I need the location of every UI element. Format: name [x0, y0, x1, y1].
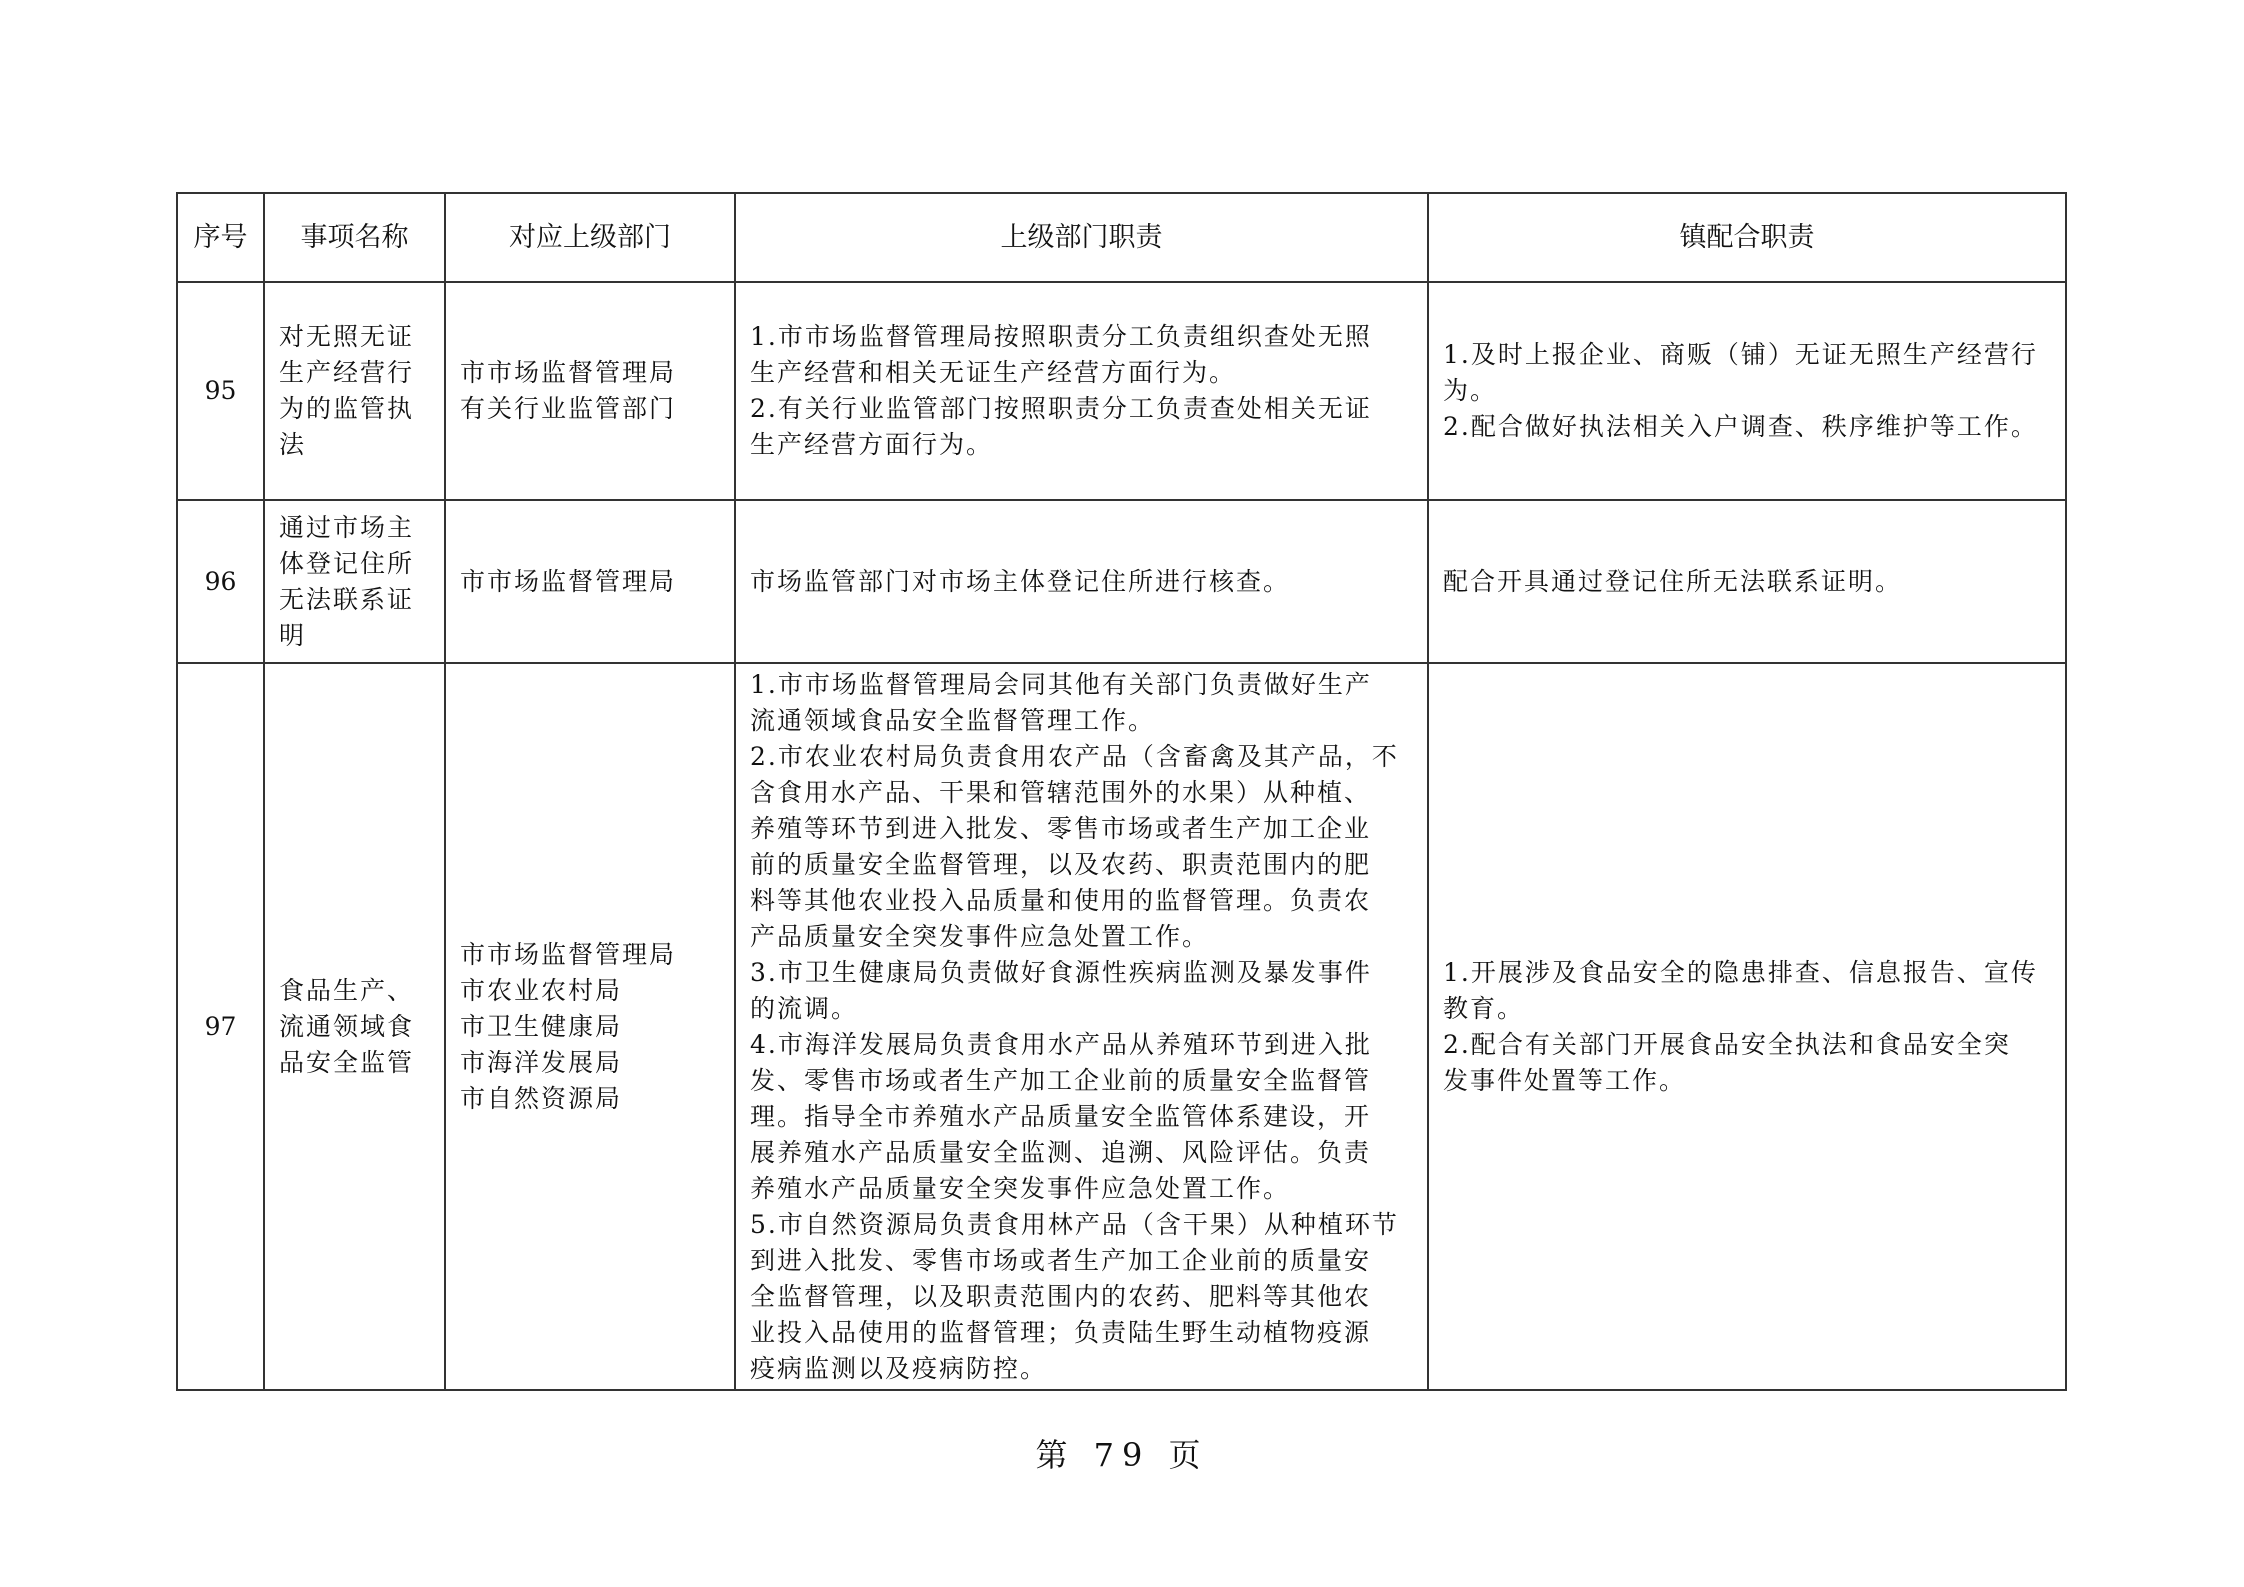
text-line: 生产经营和相关无证生产经营方面行为。	[750, 358, 1237, 387]
text-line: 市市场监督管理局	[460, 358, 677, 387]
text-line: 含食用水产品、干果和管辖范围外的水果）从种植、	[750, 777, 1372, 807]
text-line: 产品质量安全突发事件应急处置工作。	[750, 921, 1210, 951]
text-line: 1.开展涉及食品安全的隐患排查、信息报告、宣传	[1443, 957, 2038, 987]
text-line: 品安全监管	[279, 1047, 415, 1077]
text-line: 市农业农村局	[460, 975, 623, 1005]
table-row	[177, 282, 2066, 500]
table-row	[177, 500, 2066, 663]
text-line: 流通领域食	[279, 1011, 415, 1041]
text-line: 市卫生健康局	[460, 1011, 623, 1041]
upper-dept-cell	[445, 282, 735, 500]
header-town-duty: 镇配合职责	[1428, 193, 2066, 282]
text-line: 1.市市场监督管理局会同其他有关部门负责做好生产	[750, 669, 1372, 699]
text-line: 生产经营方面行为。	[750, 430, 994, 459]
text-line: 1.市市场监督管理局按照职责分工负责组织查处无照	[750, 322, 1372, 351]
text-line: 无法联系证	[279, 584, 415, 614]
text-line: 发、零售市场或者生产加工企业前的质量安全监督管	[750, 1065, 1372, 1095]
text-line: 有关行业监管部门	[460, 394, 677, 423]
header-upper-duty: 上级部门职责	[735, 193, 1428, 282]
header-upper-dept: 对应上级部门	[445, 193, 735, 282]
text-line: 市市场监督管理局	[460, 566, 677, 596]
text-line: 全监督管理，以及职责范围内的农药、肥料等其他农	[750, 1281, 1372, 1311]
row-index: 97	[177, 663, 264, 1390]
text-line: 市场监管部门对市场主体登记住所进行核查。	[750, 566, 1291, 596]
row-index: 95	[177, 282, 264, 500]
text-line: 市市场监督管理局	[460, 939, 677, 969]
text-line: 明	[279, 620, 307, 650]
text-line: 理。指导全市养殖水产品质量安全监管体系建设，开	[750, 1101, 1372, 1131]
text-line: 教育。	[1443, 993, 1525, 1023]
text-line: 生产经营行	[279, 358, 415, 387]
text-line: 2.配合有关部门开展食品安全执法和食品安全突	[1443, 1029, 2011, 1059]
text-line: 业投入品使用的监督管理；负责陆生野生动植物疫源	[750, 1317, 1372, 1347]
upper-dept-cell	[445, 663, 735, 1390]
item-name-cell	[264, 500, 445, 663]
text-line: 养殖等环节到进入批发、零售市场或者生产加工企业	[750, 813, 1372, 843]
text-line: 到进入批发、零售市场或者生产加工企业前的质量安	[750, 1245, 1372, 1275]
item-name-cell	[264, 663, 445, 1390]
text-line: 市海洋发展局	[460, 1047, 623, 1077]
row-index: 96	[177, 500, 264, 663]
text-line: 3.市卫生健康局负责做好食源性疾病监测及暴发事件	[750, 957, 1372, 987]
text-line: 5.市自然资源局负责食用林产品（含干果）从种植环节	[750, 1209, 1399, 1239]
text-line: 2.有关行业监管部门按照职责分工负责查处相关无证	[750, 394, 1372, 423]
upper-duty-cell	[735, 663, 1428, 1390]
text-line: 料等其他农业投入品质量和使用的监督管理。负责农	[750, 885, 1372, 915]
town-duty-cell	[1428, 282, 2066, 500]
table-header-row	[177, 193, 2066, 282]
text-line: 市自然资源局	[460, 1083, 623, 1113]
text-line: 通过市场主	[279, 512, 415, 542]
text-line: 养殖水产品质量安全突发事件应急处置工作。	[750, 1173, 1291, 1203]
text-line: 2.配合做好执法相关入户调查、秩序维护等工作。	[1443, 412, 2038, 441]
page-number: 第 79 页	[1035, 1436, 1209, 1474]
town-duty-cell	[1428, 500, 2066, 663]
text-line: 发事件处置等工作。	[1443, 1065, 1687, 1095]
text-line: 食品生产、	[279, 975, 415, 1005]
town-duty-cell	[1428, 663, 2066, 1390]
text-line: 流通领域食品安全监督管理工作。	[750, 705, 1156, 735]
text-line: 1.及时上报企业、商贩（铺）无证无照生产经营行	[1443, 340, 2038, 369]
text-line: 为的监管执	[279, 394, 415, 423]
header-index: 序号	[177, 193, 264, 282]
table-row	[177, 663, 2066, 1390]
text-line: 配合开具通过登记住所无法联系证明。	[1443, 566, 1903, 596]
text-line: 的流调。	[750, 993, 859, 1023]
text-line: 法	[279, 430, 307, 459]
upper-duty-cell	[735, 500, 1428, 663]
text-line: 展养殖水产品质量安全监测、追溯、风险评估。负责	[750, 1137, 1372, 1167]
text-line: 疫病监测以及疫病防控。	[750, 1353, 1048, 1383]
upper-dept-cell	[445, 500, 735, 663]
header-item-name: 事项名称	[264, 193, 445, 282]
upper-duty-cell	[735, 282, 1428, 500]
text-line: 为。	[1443, 376, 1498, 405]
text-line: 前的质量安全监督管理，以及农药、职责范围内的肥	[750, 849, 1372, 879]
item-name-cell	[264, 282, 445, 500]
text-line: 体登记住所	[279, 548, 415, 578]
text-line: 2.市农业农村局负责食用农产品（含畜禽及其产品，不	[750, 741, 1399, 771]
responsibility-table	[176, 192, 2067, 1391]
text-line: 对无照无证	[279, 322, 415, 351]
text-line: 4.市海洋发展局负责食用水产品从养殖环节到进入批	[750, 1029, 1372, 1059]
